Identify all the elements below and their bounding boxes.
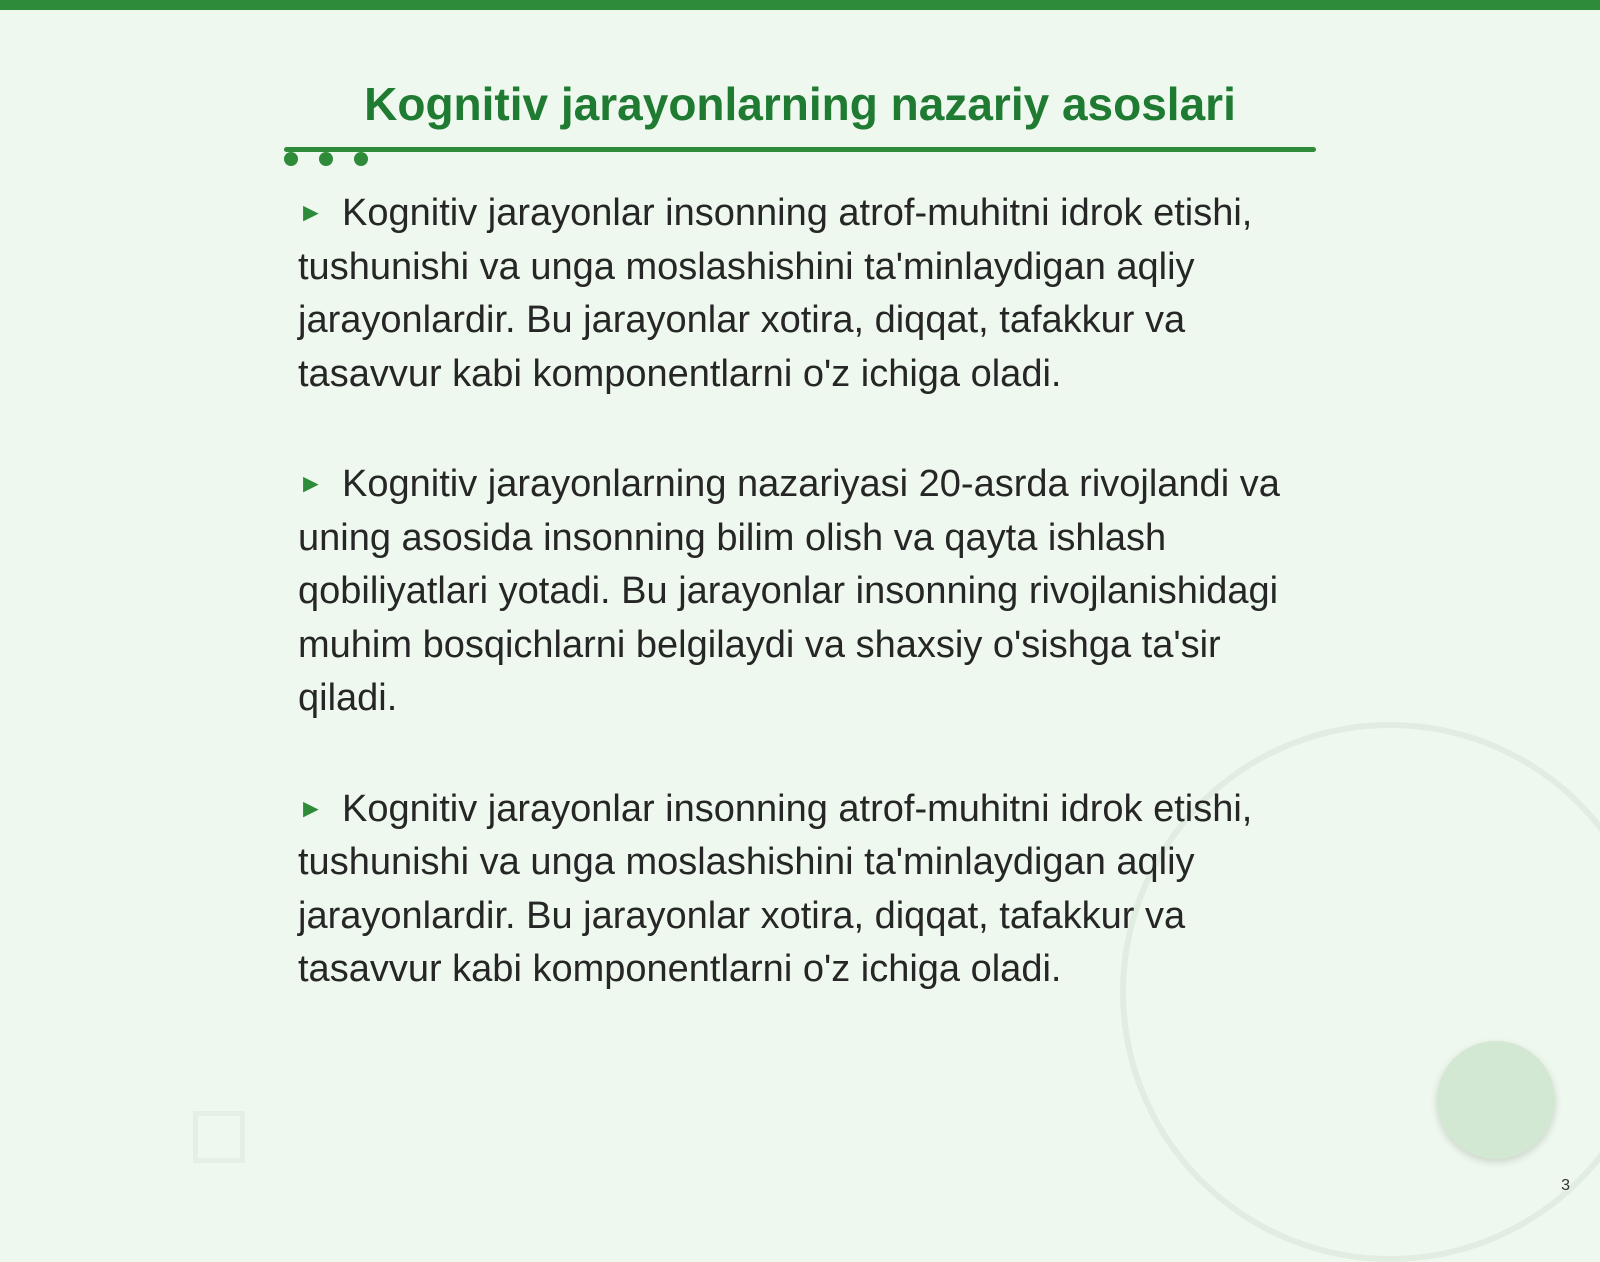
bullet-text: Kognitiv jarayonlar insonning atrof-muhitni idrok etishi, tushunishi va unga moslashishini ta'minlaydigan aqliy jarayonlardir. Bu jarayonlar xotira, diqqat, tafakkur va tasavvur kabi komponentlarni o'z ichiga oladi. xyxy=(298,192,1253,395)
bullet-item xyxy=(298,186,1318,401)
top-accent-bar xyxy=(0,0,1600,10)
bullet-list xyxy=(298,186,1318,1053)
slide-title: Kognitiv jarayonlarning nazariy asoslari xyxy=(364,78,1236,130)
bullet-text: Kognitiv jarayonlarning nazariyasi 20-asrda rivojlandi va uning asosida insonning bilim olish va qayta ishlash qobiliyatlari yotadi. Bu jarayonlar insonning rivojlanishidagi muhim bosqichlarni belgilaydi va shaxsiy o'sishga ta'sir qiladi. xyxy=(298,463,1280,719)
decorative-dot xyxy=(319,152,333,166)
bullet-text: Kognitiv jarayonlar insonning atrof-muhitni idrok etishi, tushunishi va unga moslashishini ta'minlaydigan aqliy jarayonlardir. Bu jarayonlar xotira, diqqat, tafakkur va tasavvur kabi komponentlarni o'z ichiga oladi. xyxy=(298,787,1253,990)
decorative-square xyxy=(193,1111,245,1163)
bullet-item xyxy=(298,782,1318,997)
page-number: 3 xyxy=(1561,1177,1570,1194)
decorative-dot xyxy=(284,152,298,166)
bullet-arrow-icon: ► xyxy=(298,197,324,227)
bullet-arrow-icon: ► xyxy=(298,468,324,498)
bullet-item xyxy=(298,457,1318,726)
title-underline xyxy=(284,147,1316,152)
decorative-dot xyxy=(354,152,368,166)
decorative-circle xyxy=(1437,1041,1555,1159)
bullet-arrow-icon: ► xyxy=(298,792,324,823)
